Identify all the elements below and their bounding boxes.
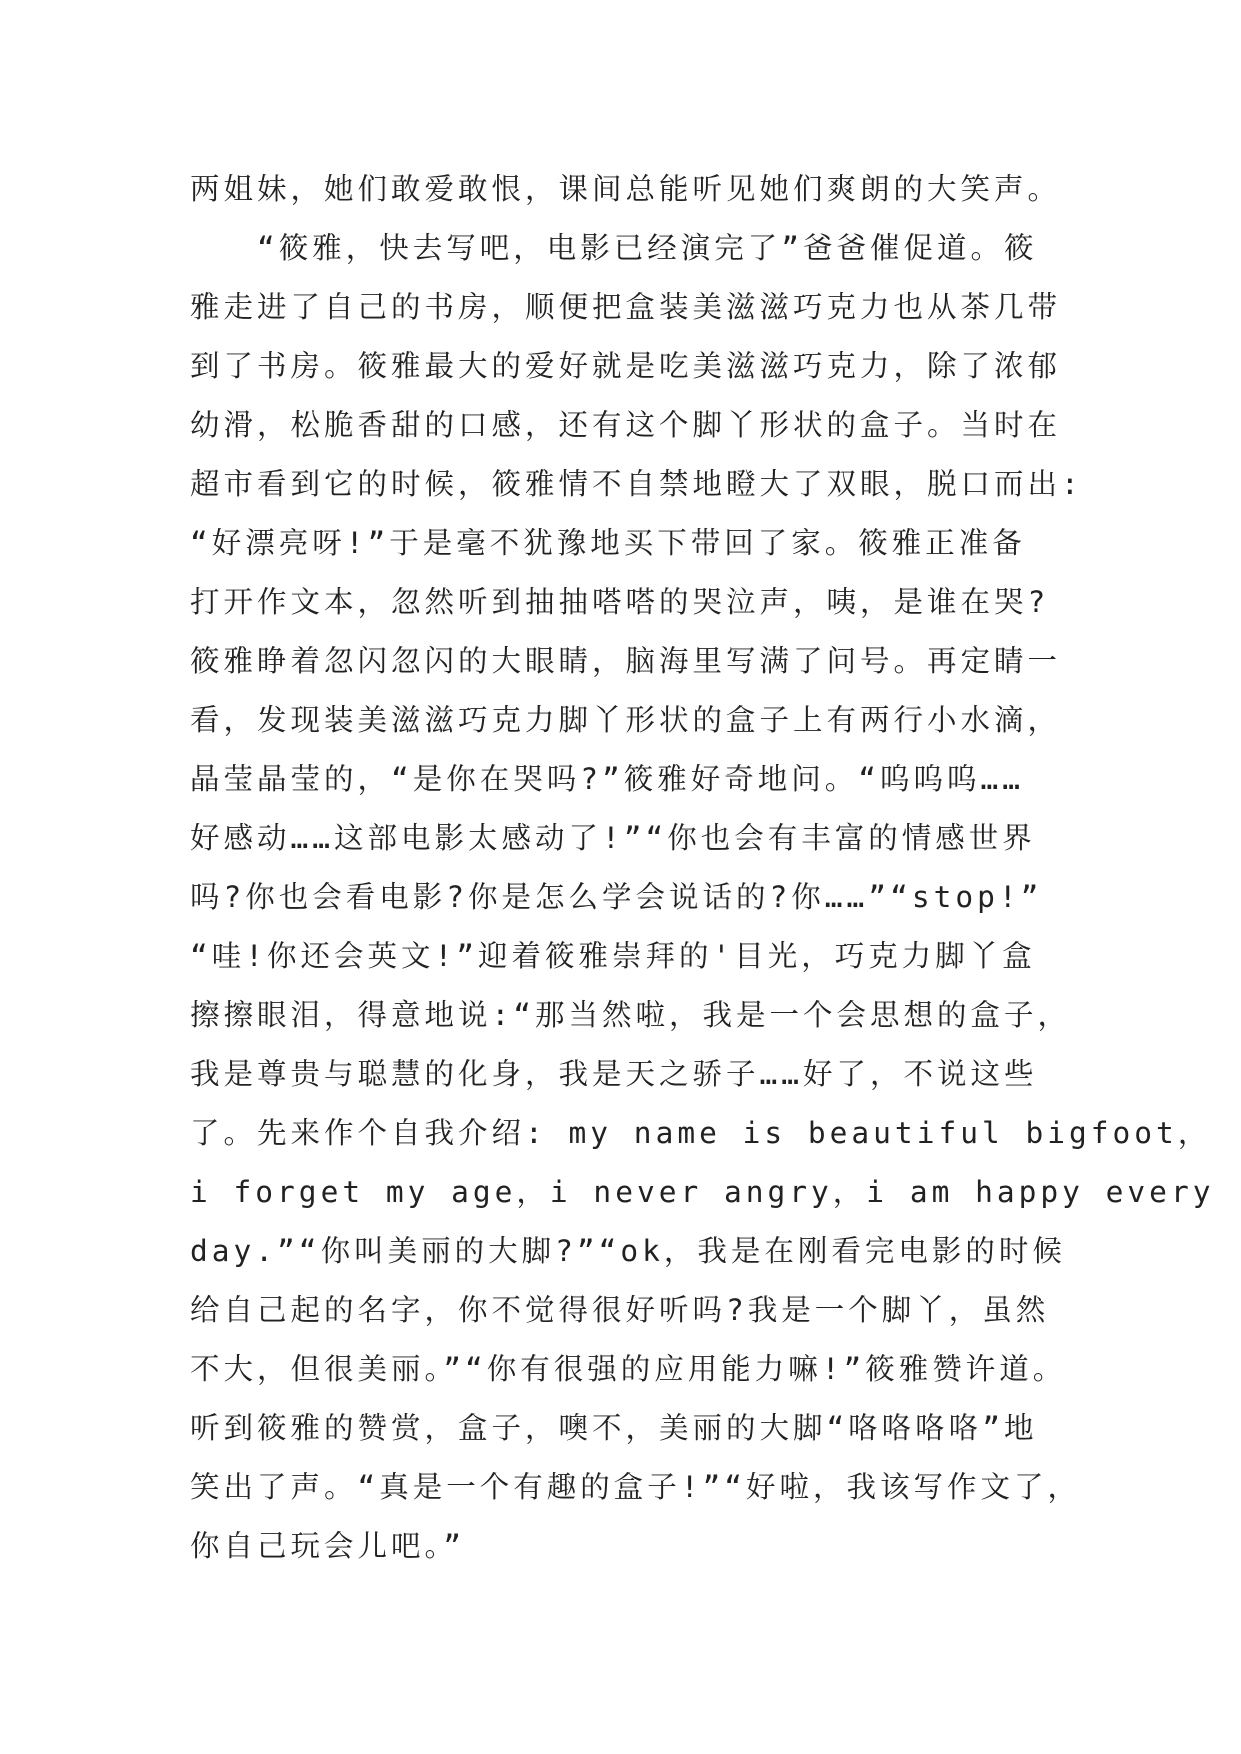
- text-line: 超市看到它的时候，筱雅情不自禁地瞪大了双眼，脱口而出:: [190, 467, 1083, 501]
- text-line: 到了书房。筱雅最大的爱好就是吃美滋滋巧克力，除了浓郁: [190, 349, 1062, 383]
- text-line: “好漂亮呀!”于是毫不犹豫地买下带回了家。筱雅正准备: [190, 526, 1026, 560]
- text-line: 晶莹晶莹的，“是你在哭吗?”筱雅好奇地问。“呜呜呜……: [190, 762, 1025, 796]
- text-line: 看，发现装美滋滋巧克力脚丫形状的盒子上有两行小水滴，: [190, 703, 1062, 737]
- text-line: 幼滑，松脆香甜的口感，还有这个脚丫形状的盒子。当时在: [190, 408, 1062, 442]
- text-line: 筱雅睁着忽闪忽闪的大眼睛，脑海里写满了问号。再定睛一: [190, 644, 1062, 678]
- text-line: “哇!你还会英文!”迎着筱雅崇拜的'目光，巧克力脚丫盒: [190, 939, 1036, 973]
- text-line: 两姐妹，她们敢爱敢恨，课间总能听见她们爽朗的大笑声。: [190, 172, 1062, 206]
- text-line: 我是尊贵与聪慧的化身，我是天之骄子……好了，不说这些: [190, 1057, 1038, 1091]
- text-line: 好感动……这部电影太感动了!”“你也会有丰富的情感世界: [190, 821, 1036, 855]
- text-line: 你自己玩会儿吧。”: [190, 1529, 466, 1563]
- text-line: 笑出了声。“真是一个有趣的盒子!”“好啦，我该写作文了，: [190, 1470, 1082, 1504]
- text-line: 给自己起的名字，你不觉得很好听吗?我是一个脚丫，虽然: [190, 1293, 1050, 1327]
- text-line: 不大，但很美丽。”“你有很强的应用能力嘛!”筱雅赞许道。: [190, 1352, 1067, 1386]
- story-text: [190, 160, 1215, 1576]
- text-line: “筱雅，快去写吧，电影已经演完了”爸爸催促道。筱: [190, 231, 1038, 265]
- text-line: 擦擦眼泪，得意地说:“那当然啦，我是一个会思想的盒子，: [190, 998, 1072, 1032]
- text-line: 吗?你也会看电影?你是怎么学会说话的?你……”“stop!”: [190, 880, 1043, 914]
- text-line: 了。先来作个自我介绍: my name is beautiful bigfoot，: [190, 1116, 1212, 1150]
- text-line: i forget my age，i never angry，i am happy every: [190, 1175, 1215, 1209]
- text-line: day.”“你叫美丽的大脚?”“ok，我是在刚看完电影的时候: [190, 1234, 1066, 1268]
- text-line: 雅走进了自己的书房，顺便把盒装美滋滋巧克力也从茶几带: [190, 290, 1062, 324]
- text-line: 打开作文本，忽然听到抽抽嗒嗒的哭泣声，咦，是谁在哭?: [190, 585, 1050, 619]
- text-line: 听到筱雅的赞赏，盒子，噢不，美丽的大脚“咯咯咯咯”地: [190, 1411, 1038, 1445]
